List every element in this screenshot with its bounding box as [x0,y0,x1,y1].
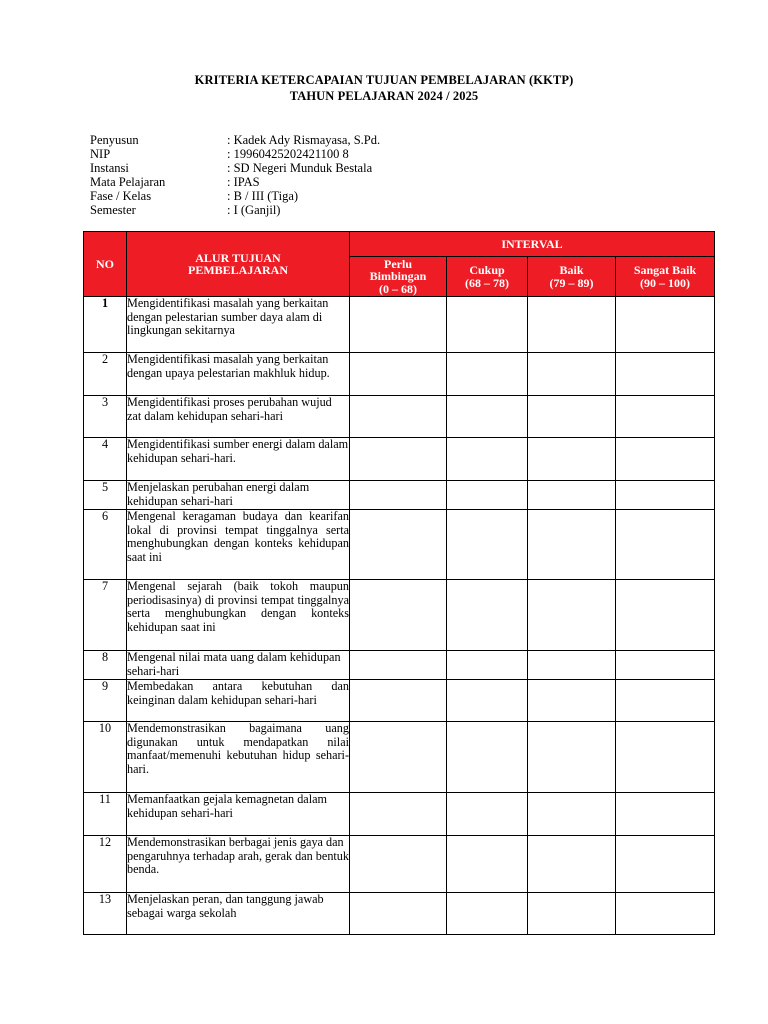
row-number: 11 [84,793,127,836]
row-text: Menjelaskan perubahan energi dalam kehidupan sehari-hari [127,480,310,508]
row-description [127,353,350,396]
header-interval: INTERVAL [350,232,715,257]
cell-perlu-bimbingan[interactable] [350,651,447,680]
cell-sangat-baik[interactable] [616,836,715,893]
cell-baik[interactable] [528,722,616,793]
row-number: 8 [84,651,127,680]
interval-label: Perlu [384,256,412,271]
row-number: 3 [84,396,127,438]
row-description [127,438,350,481]
table-row [84,580,715,651]
info-label: Fase / Kelas [90,189,152,203]
row-text: Mendemonstrasikan bagaimana uang digunakan untuk mendapatkan nilai manfaat/memenuhi kebutuhan hidup sehari-hari. [127,721,349,777]
row-number: 9 [84,680,127,722]
row-number: 1 [84,297,127,353]
row-description [127,510,350,580]
info-row-instansi [90,161,380,175]
info-label: Instansi [90,161,129,175]
cell-sangat-baik[interactable] [616,722,715,793]
row-text: Mengenal keragaman budaya dan kearifan lokal di provinsi tempat tinggalnya serta menghubungkan dengan konteks kehidupan saat ini [127,509,349,565]
row-description [127,793,350,836]
cell-perlu-bimbingan[interactable] [350,680,447,722]
cell-cukup[interactable] [447,580,528,651]
cell-cukup[interactable] [447,793,528,836]
cell-sangat-baik[interactable] [616,580,715,651]
interval-label: Cukup [469,263,505,277]
cell-perlu-bimbingan[interactable] [350,722,447,793]
kktp-table [83,231,715,935]
row-number: 6 [84,510,127,580]
row-number: 2 [84,353,127,396]
cell-baik[interactable] [528,396,616,438]
cell-baik[interactable] [528,651,616,680]
cell-baik[interactable] [528,353,616,396]
cell-sangat-baik[interactable] [616,396,715,438]
header-atp-line1: ALUR TUJUAN [195,250,281,265]
interval-range: (68 – 78) [465,275,509,290]
row-number: 10 [84,722,127,793]
row-description [127,481,350,510]
cell-baik[interactable] [528,580,616,651]
cell-sangat-baik[interactable] [616,680,715,722]
cell-cukup[interactable] [447,722,528,793]
info-label: Mata Pelajaran [90,175,166,189]
row-description [127,893,350,935]
interval-label: Bimbingan [369,269,427,284]
interval-label: Baik [559,263,584,277]
document-title: KRITERIA KETERCAPAIAN TUJUAN PEMBELAJARAN (KKTP) [194,73,574,87]
cell-cukup[interactable] [447,297,528,353]
cell-baik[interactable] [528,893,616,935]
row-number: 12 [84,836,127,893]
cell-perlu-bimbingan[interactable] [350,510,447,580]
document-subtitle: TAHUN PELAJARAN 2024 / 2025 [289,89,479,103]
cell-cukup[interactable] [447,836,528,893]
table-row [84,722,715,793]
cell-perlu-bimbingan[interactable] [350,438,447,481]
row-number: 5 [84,481,127,510]
interval-label: Sangat Baik [633,263,697,277]
cell-baik[interactable] [528,836,616,893]
row-description [127,396,350,438]
table-row [84,651,715,680]
cell-cukup[interactable] [447,680,528,722]
row-text: Membedakan antara kebutuhan dan keinginan dalam kehidupan sehari-hari [127,679,349,707]
info-row-fase-kelas [90,189,380,203]
info-value: : 19960425202421100 8 [227,147,349,161]
cell-baik[interactable] [528,793,616,836]
cell-sangat-baik[interactable] [616,651,715,680]
row-text: Mendemonstrasikan berbagai jenis gaya dan pengaruhnya terhadap arah, gerak dan bentuk benda. [127,835,349,877]
interval-range: (90 – 100) [640,275,690,290]
info-label: NIP [90,147,111,161]
header-atp-line2: PEMBELAJARAN [187,263,288,277]
cell-perlu-bimbingan[interactable] [350,481,447,510]
cell-cukup[interactable] [447,893,528,935]
table-row [84,481,715,510]
cell-perlu-bimbingan[interactable] [350,353,447,396]
cell-perlu-bimbingan[interactable] [350,836,447,893]
table-row [84,510,715,580]
header-sangat-baik [616,257,715,297]
header-perlu-bimbingan [350,257,447,297]
info-value: : B / III (Tiga) [227,189,299,203]
row-text: Mengenal sejarah (baik tokoh maupun periodisasinya) di provinsi tempat tinggalnya serta menghubungkan dengan konteks kehidupan saat ini [127,579,349,635]
row-text: Mengidentifikasi sumber energi dalam dalam kehidupan sehari-hari. [127,437,349,465]
cell-baik[interactable] [528,680,616,722]
cell-baik[interactable] [528,438,616,481]
header-cukup [447,257,528,297]
row-number: 4 [84,438,127,481]
cell-cukup[interactable] [447,481,528,510]
interval-range: (0 – 68) [379,281,417,296]
row-number: 7 [84,580,127,651]
cell-cukup[interactable] [447,438,528,481]
document-info [90,133,380,217]
row-description [127,580,350,651]
row-description [127,297,350,353]
table-row [84,396,715,438]
header-no: NO [84,232,127,297]
row-description [127,651,350,680]
interval-range: (79 – 89) [549,275,594,290]
cell-cukup[interactable] [447,510,528,580]
info-label: Penyusun [90,133,139,147]
cell-sangat-baik[interactable] [616,793,715,836]
table-row [84,297,715,353]
cell-baik[interactable] [528,510,616,580]
row-text: Menjelaskan peran, dan tanggung jawab sebagai warga sekolah [127,892,324,920]
cell-sangat-baik[interactable] [616,481,715,510]
cell-baik[interactable] [528,297,616,353]
cell-baik[interactable] [528,481,616,510]
row-text: Memanfaatkan gejala kemagnetan dalam kehidupan sehari-hari [127,792,327,820]
cell-sangat-baik[interactable] [616,297,715,353]
row-text: Mengidentifikasi proses perubahan wujud zat dalam kehidupan sehari-hari [127,395,332,423]
table-row [84,893,715,935]
info-value: : Kadek Ady Rismayasa, S.Pd. [227,133,381,147]
row-number: 13 [84,893,127,935]
cell-cukup[interactable] [447,651,528,680]
info-row-penyusun [90,133,380,147]
info-row-nip [90,147,380,161]
table-row [84,353,715,396]
cell-sangat-baik[interactable] [616,353,715,396]
cell-sangat-baik[interactable] [616,510,715,580]
row-text: Mengidentifikasi masalah yang berkaitan dengan upaya pelestarian makhluk hidup. [127,352,330,380]
row-description [127,836,350,893]
info-value: : IPAS [227,175,260,189]
header-baik [528,257,616,297]
cell-perlu-bimbingan[interactable] [350,793,447,836]
cell-cukup[interactable] [447,353,528,396]
info-value: : SD Negeri Munduk Bestala [227,161,373,175]
info-value: : I (Ganjil) [227,203,281,217]
info-row-semester [90,203,380,217]
cell-cukup[interactable] [447,396,528,438]
row-text: Mengidentifikasi masalah yang berkaitan dengan pelestarian sumber daya alam di lingkungan sekitarnya [127,296,329,338]
cell-perlu-bimbingan[interactable] [350,396,447,438]
table-row [84,438,715,481]
header-alur-tujuan-pembelajaran [127,232,350,297]
cell-perlu-bimbingan[interactable] [350,297,447,353]
table-row [84,793,715,836]
row-text: Mengenal nilai mata uang dalam kehidupan sehari-hari [127,650,341,678]
table-row [84,680,715,722]
row-description [127,680,350,722]
cell-sangat-baik[interactable] [616,893,715,935]
table-row [84,836,715,893]
cell-perlu-bimbingan[interactable] [350,893,447,935]
info-label: Semester [90,203,136,217]
info-row-mata-pelajaran [90,175,380,189]
row-description [127,722,350,793]
cell-sangat-baik[interactable] [616,438,715,481]
cell-perlu-bimbingan[interactable] [350,580,447,651]
